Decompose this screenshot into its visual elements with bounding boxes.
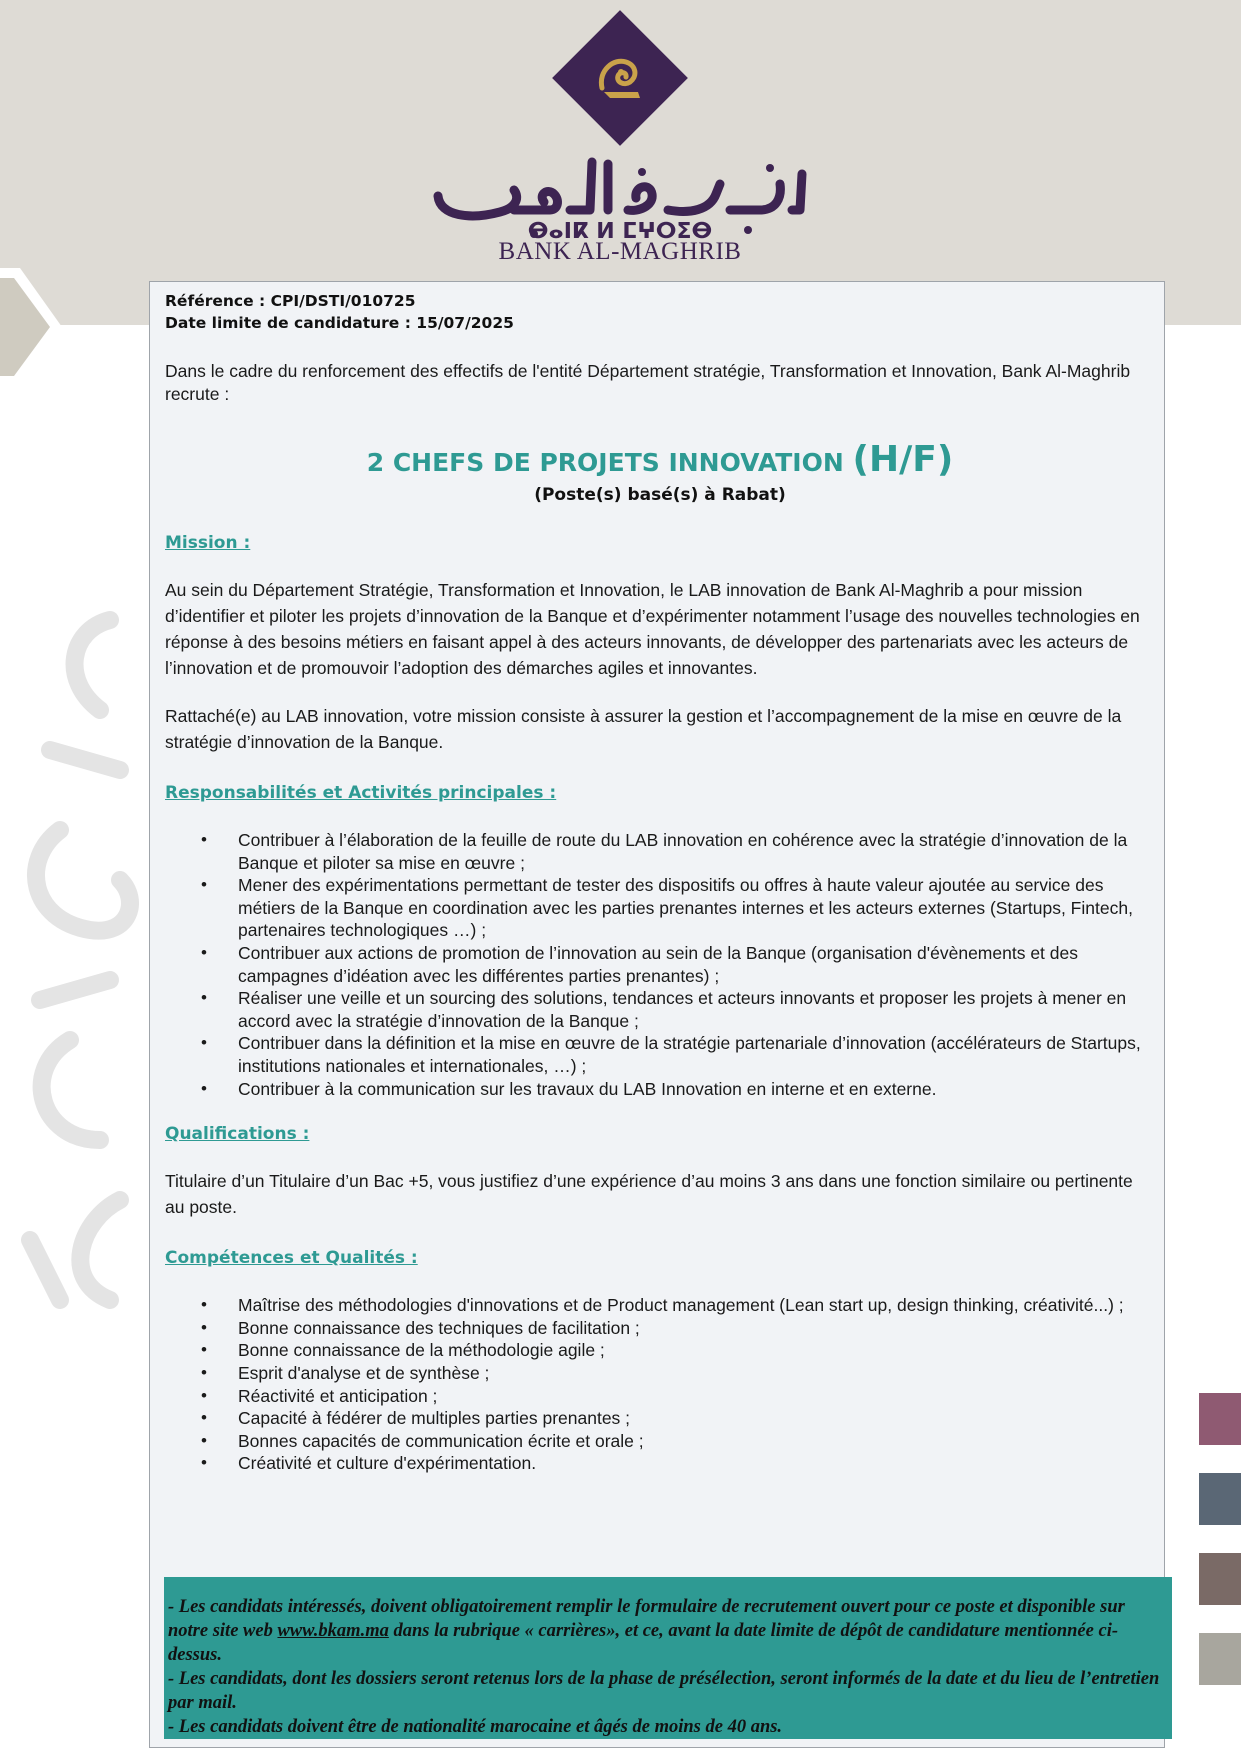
list-item: • Maîtrise des méthodologies d'innovations et de Product management (Lean start up, design thinking, créativité...) ; <box>238 1294 1155 1317</box>
notice-line-1 <box>168 1595 1166 1667</box>
list-item: • Esprit d'analyse et de synthèse ; <box>238 1362 1155 1385</box>
job-title-gender: (H/F) <box>852 439 954 480</box>
job-location: (Poste(s) basé(s) à Rabat) <box>534 485 786 505</box>
application-notice <box>164 1577 1172 1739</box>
job-title-main: 2 CHEFS DE PROJETS INNOVATION <box>366 448 844 477</box>
document-content <box>165 290 1155 1475</box>
list-item: • Réaliser une veille et un sourcing des solutions, tendances et acteurs innovants et proposer les projets à mener en accord avec la stratégie d’innovation de la Banque ; <box>238 987 1155 1032</box>
intro-paragraph: Dans le cadre du renforcement des effectifs de l'entité Département stratégie, Transformation et Innovation, Bank Al-Maghrib recrute : <box>165 361 1131 404</box>
list-item: • Mener des expérimentations permettant de tester des dispositifs ou offres à haute valeur ajoutée au service des métiers de la Banque en coordination avec les parties prenantes internes et les acteurs externes (Startups, Fintech, partenaires technologiques …) ; <box>238 874 1155 942</box>
competences-heading: Compétences et Qualités : <box>165 1248 418 1269</box>
mission-paragraph-1: Au sein du Département Stratégie, Transformation et Innovation, le LAB innovation de Bank Al-Maghrib a pour mission d’identifier et piloter les projets d’innovation de la Banque et d’expérimenter notamment l’usage des nouvelles technologies en réponse à des besoins métiers en faisant appel à des acteurs innovants, de développer des partenariats avec les acteurs de l’innovation et de promouvoir l’adoption des démarches agiles et innovantes. <box>165 580 1140 678</box>
list-item: • Contribuer dans la définition et la mise en œuvre de la stratégie partenariale d’innovation (accélérateurs de Startups, institutions nationales et internationales, …) ; <box>238 1032 1155 1077</box>
list-item: • Réactivité et anticipation ; <box>238 1385 1155 1408</box>
careers-site-link[interactable]: www.bkam.ma <box>277 1621 389 1641</box>
logo-latin-text: BANK AL-MAGHRIB <box>498 238 742 265</box>
logo-tifinagh-text: ⴱⴰⵏⴽ ⵍ ⵎⵖⵔⵉⴱ <box>527 219 713 244</box>
color-swatch-2 <box>1199 1473 1241 1525</box>
responsibilities-list <box>165 829 1155 1100</box>
mission-heading: Mission : <box>165 533 251 553</box>
list-item: • Bonnes capacités de communication écrite et orale ; <box>238 1430 1155 1453</box>
list-item: • Contribuer à la communication sur les travaux du LAB Innovation en interne et en externe. <box>238 1078 1155 1101</box>
responsibilities-heading: Responsabilités et Activités principales : <box>165 783 557 803</box>
color-swatch-4 <box>1199 1633 1241 1685</box>
notice-line-1-end: dans la rubrique « carrières», et ce, avant la date limite de dépôt de candidature mentionnée ci-dessus. <box>168 1621 1118 1665</box>
side-calligraphy-watermark-icon <box>0 600 150 1320</box>
competences-list <box>165 1294 1155 1475</box>
list-item: • Contribuer à l’élaboration de la feuille de route du LAB innovation en cohérence avec la stratégie d’innovation de la Banque et piloter sa mise en œuvre ; <box>238 829 1155 874</box>
list-item: • Capacité à fédérer de multiples parties prenantes ; <box>238 1407 1155 1430</box>
job-posting-document <box>149 281 1165 1748</box>
qualifications-heading: Qualifications : <box>165 1124 310 1145</box>
color-swatch-1 <box>1199 1393 1241 1445</box>
list-item: • Contribuer aux actions de promotion de l’innovation au sein de la Banque (organisation d'évènements et des campagnes d’idéation avec les différentes parties prenantes) ; <box>238 942 1155 987</box>
list-item: • Bonne connaissance des techniques de facilitation ; <box>238 1317 1155 1340</box>
bank-logo <box>430 24 810 274</box>
list-item: • Créativité et culture d'expérimentation. <box>238 1452 1155 1475</box>
notice-line-2: - Les candidats, dont les dossiers seront retenus lors de la phase de présélection, seront informés de la date et du lieu de l’entretien par mail. <box>168 1669 1160 1713</box>
mission-paragraph-2: Rattaché(e) au LAB innovation, votre mission consiste à assurer la gestion et l’accompagnement de la mise en œuvre de la stratégie d’innovation de la Banque. <box>165 706 1122 752</box>
reference-line: Référence : CPI/DSTI/010725 <box>165 292 416 310</box>
job-title <box>165 440 1155 483</box>
deadline-line: Date limite de candidature : 15/07/2025 <box>165 314 514 332</box>
logo-emblem-icon <box>590 48 650 108</box>
logo-arabic-script-icon <box>430 154 810 244</box>
list-item: • Bonne connaissance de la méthodologie agile ; <box>238 1339 1155 1362</box>
chevron-decoration-icon <box>0 268 64 386</box>
notice-line-1-start: - Les candidats intéressés, doivent obligatoirement remplir le formulaire de recrutement ouvert pour ce poste et disponible sur notre site web <box>168 1597 1125 1641</box>
notice-line-3: - Les candidats doivent être de nationalité marocaine et âgés de moins de 40 ans. <box>168 1717 783 1737</box>
qualifications-paragraph: Titulaire d’un Titulaire d’un Bac +5, vous justifiez d’une expérience d’au moins 3 ans dans une fonction similaire ou pertinente au poste. <box>165 1171 1133 1218</box>
color-swatch-3 <box>1199 1553 1241 1605</box>
